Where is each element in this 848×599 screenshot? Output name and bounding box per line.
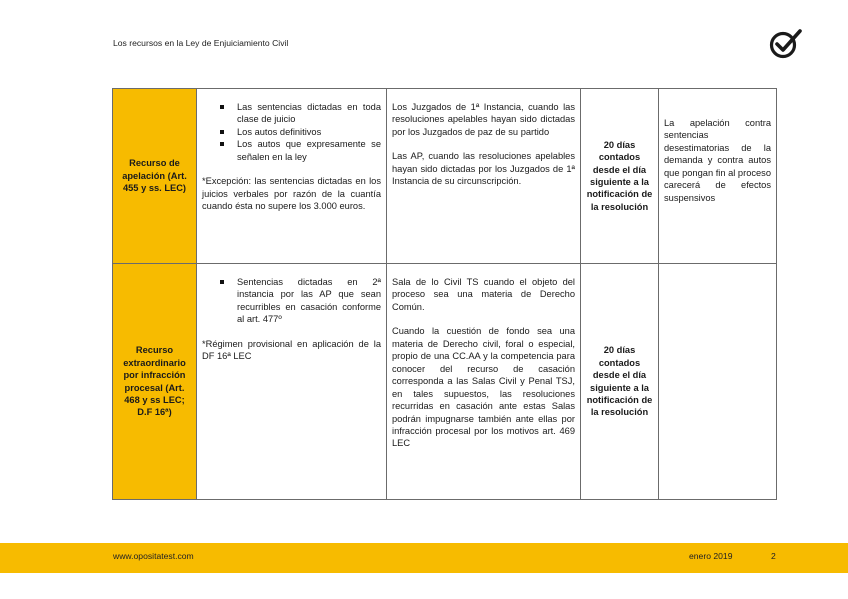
- organo-paragraph: Sala de lo Civil TS cuando el objeto del proceso sea una materia de Derecho Común.: [392, 277, 575, 312]
- row-label: Recurso de apelación (Art. 455 y ss. LEC): [113, 89, 197, 264]
- row-label: Recurso extraordinario por infracción procesal (Art. 468 y ss LEC; D.F 16ª): [113, 264, 197, 500]
- resoluciones-list: [219, 276, 381, 326]
- footer-date: enero 2019: [689, 551, 733, 561]
- list-item: Las sentencias dictadas en toda clase de juicio: [219, 101, 381, 126]
- resoluciones-note: *Régimen provisional en aplicación de la DF 16ª LEC: [202, 338, 381, 362]
- footer-website[interactable]: www.opositatest.com: [113, 551, 194, 561]
- table-row: [113, 264, 777, 500]
- resoluciones-cell: [197, 264, 387, 500]
- page-header-title: Los recursos en la Ley de Enjuiciamiento Civil: [113, 38, 289, 48]
- organo-paragraph: Cuando la cuestión de fondo sea una materia de Derecho civil, foral o especial, propio de una CC.AA y la competencia para conocer del recurso de casación corresponda a las Salas Civil y Penal TSJ, en tales supuestos, las resoluciones recurridas en casación ante estas Salas podrán impugnarse también ante ellas por infracción procesal por los motivos art. 469 LEC: [392, 326, 575, 449]
- list-item: Sentencias dictadas en 2ª instancia por las AP que sean recurribles en casación conforme al art. 477º: [219, 276, 381, 326]
- list-item: Los autos definitivos: [219, 126, 381, 138]
- efectos-cell: [659, 264, 777, 500]
- resoluciones-list: [219, 101, 381, 163]
- organo-cell: [387, 89, 581, 264]
- page-number: 2: [771, 551, 776, 561]
- plazo-cell: 20 días contados desde el día siguiente a la notificación de la resolución: [581, 264, 659, 500]
- resources-table: [112, 88, 777, 500]
- organo-paragraph: Las AP, cuando las resoluciones apelables hayan sido dictadas por los Juzgados de 1ª Instancia de su circunscripción.: [392, 151, 575, 187]
- list-item: Los autos que expresamente se señalen en la ley: [219, 138, 381, 163]
- organo-cell: [387, 264, 581, 500]
- check-circle-icon: [767, 26, 805, 60]
- plazo-cell: 20 días contados desde el día siguiente a la notificación de la resolución: [581, 89, 659, 264]
- organo-paragraph: Los Juzgados de 1ª Instancia, cuando las resoluciones apelables hayan sido dictadas por los Juzgados de paz de su partido: [392, 102, 575, 137]
- resoluciones-cell: [197, 89, 387, 264]
- efectos-cell: La apelación contra sentencias desestimatorias de la demanda y contra autos que pongan fin al proceso carecerá de efectos suspensivos: [659, 89, 777, 264]
- resoluciones-note: *Excepción: las sentencias dictadas en los juicios verbales por razón de la cuantía cuando ésta no supere los 3.000 euros.: [202, 176, 381, 212]
- table-row: [113, 89, 777, 264]
